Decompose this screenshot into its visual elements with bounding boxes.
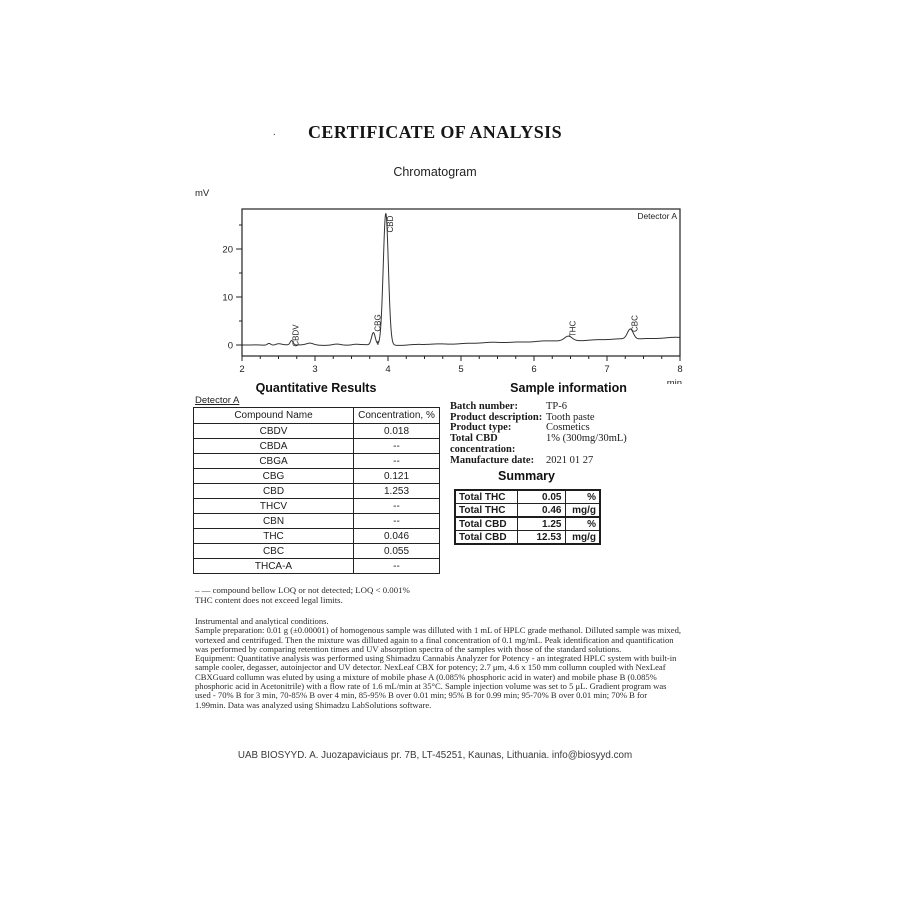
chromatogram-heading: Chromatogram [393,165,477,179]
conditions-line: sample cooler, degasser, autoinjector and UV detector. NexLeaf CBX for potency; 2.7 μm, 4.6 x 150 mm collumn coupled with NexLeaf [195,662,666,673]
sample-info-label: Manufacture date: [450,454,535,466]
conditions-line: was performed by comparing retention times and UV absorption spectra of the samples with those of the standard solutions. [195,643,622,654]
conditions-heading: Instrumental and analytical conditions. [195,616,329,626]
concentration-cell: -- [354,559,440,574]
conditions-line: phosphoric acid in Acetonitrile) with a flow rate of 1.6 mL/min at 35°C. Sample injection volume was set to 5 μL. Gradient program was [195,681,667,692]
summary-unit-cell: % [565,490,600,504]
sample-info-value: TP-6 [546,401,567,412]
document-title: CERTIFICATE OF ANALYSIS [308,122,562,142]
concentration-cell: -- [354,514,440,529]
concentration-cell: 1.253 [354,484,440,499]
compound-name-cell: THCV [194,499,354,514]
table-row [194,484,440,499]
table-row [194,424,440,439]
sample-info-label: Total CBD concentration: [450,433,516,455]
concentration-cell: -- [354,439,440,454]
summary-unit-cell: mg/g [565,531,600,545]
concentration-cell: 0.018 [354,424,440,439]
compound-name-cell: CBD [194,484,354,499]
sample-info-value: 2021 01 27 [546,454,594,466]
x-tick-label: 8 [677,364,683,375]
conditions-line: vortexed and centrifuged. Then the mixture was dilluted again to a final concentration of 0.1 mg/mL. Peak identification and quantification [195,634,674,645]
compound-name-cell: THCA-A [194,559,354,574]
x-tick-label: 5 [458,364,464,375]
detector-label: Detector A [195,395,240,406]
summary-label-cell: Total CBD [455,531,517,545]
summary-value-cell: 0.05 [517,490,565,504]
sample-information-title: Sample information [510,381,627,395]
summary-table [454,489,601,545]
conditions-line: Equipment: Quantitative analysis was performed using Shimadzu Cannabis Analyzer for Potency - an integrated HPLC system with built-in [195,653,677,664]
chromatogram-chart [190,184,695,384]
summary-unit-cell: % [565,517,600,531]
x-tick-label: 7 [604,364,610,375]
stray-dot: . [273,126,276,138]
summary-title: Summary [498,469,555,483]
x-tick-label: 4 [385,364,391,375]
thc-note: THC content does not exceed legal limits. [195,595,343,605]
compound-name-cell: THC [194,529,354,544]
sample-info-row [450,434,700,455]
quantitative-results-title: Quantitative Results [255,381,377,395]
summary-value-cell: 0.46 [517,504,565,518]
table-notes [195,585,410,605]
compound-name-cell: CBDV [194,424,354,439]
compound-name-cell: CBG [194,469,354,484]
sample-info-label: Product type: [450,422,512,434]
summary-label-cell: Total THC [455,504,517,518]
y-axis-unit: mV [195,188,210,199]
summary-unit-cell: mg/g [565,504,600,518]
sample-info-value: Tooth paste [546,411,595,423]
loq-note: – — compound bellow LOQ or not detected; LOQ < 0.001% [195,585,410,595]
concentration-cell: -- [354,499,440,514]
y-tick-label: 0 [227,340,233,352]
concentration-cell: 0.055 [354,544,440,559]
table-row [194,544,440,559]
summary-label-cell: Total CBD [455,517,517,531]
compound-name-cell: CBDA [194,439,354,454]
compound-name-cell: CBGA [194,454,354,469]
compound-name-cell: CBC [194,544,354,559]
x-axis-unit: min [666,378,682,384]
x-tick-label: 6 [531,364,537,375]
quantitative-results-table [193,407,440,574]
peak-label: CBDV [291,324,301,347]
conditions-line: Sample preparation: 0.01 g (±0.00001) of homogenous sample was dilluted with 1 mL of HPLC grade methanol. Dilluted sample was mixed, [195,625,682,636]
detector-annotation: Detector A [637,211,677,221]
column-header-concentration: Concentration, % [354,408,440,424]
sample-info-label: Product description: [450,411,543,423]
table-row [194,499,440,514]
table-row [194,469,440,484]
concentration-cell: -- [354,454,440,469]
concentration-cell: 0.121 [354,469,440,484]
peak-label: CBG [373,314,383,332]
table-row [194,559,440,574]
summary-row [455,504,600,518]
table-row [194,439,440,454]
x-tick-label: 2 [239,364,245,375]
plot-border [242,209,680,356]
sample-info-value: 1% (300mg/30mL) [546,433,627,445]
summary-value-cell: 1.25 [517,517,565,531]
column-header-compound: Compound Name [194,408,354,424]
sample-info-row [450,456,700,467]
summary-label-cell: Total THC [455,490,517,504]
analytical-conditions [195,617,695,710]
peak-label: CBC [630,315,640,332]
peak-label: THC [568,320,578,338]
peak-label: CBD [385,215,395,233]
sample-info-value: Cosmetics [546,422,590,434]
concentration-cell: 0.046 [354,529,440,544]
y-tick-label: 20 [222,244,233,256]
conditions-line: 1.99min. Data was analyzed using Shimadzu LabSolutions software. [195,699,432,710]
summary-row [455,531,600,545]
table-row [194,529,440,544]
sample-info-label: Batch number: [450,401,518,412]
y-tick-label: 10 [222,292,233,304]
conditions-line: used - 70% B for 3 min, 70-85% B over 4 min, 85-95% B over 0.01 min; 95% B for 0.99 min; 95-70% B over 0.01 min; 70% B for [195,690,648,701]
x-tick-label: 3 [312,364,318,375]
table-row [194,514,440,529]
summary-row [455,517,600,531]
sample-information-fields [450,402,700,466]
table-header-row [194,408,440,424]
chromatogram-trace [242,214,680,346]
summary-row [455,490,600,504]
summary-value-cell: 12.53 [517,531,565,545]
conditions-line: CBXGuard collumn was eluted by using a mixture of mobile phase A (0.085% phosphoric acid in water) and mobile phase B (0.085% [195,671,657,682]
company-footer: UAB BIOSYYD. A. Juozapaviciaus pr. 7B, LT-45251, Kaunas, Lithuania. info@biosyyd.com [237,750,633,761]
table-row [194,454,440,469]
compound-name-cell: CBN [194,514,354,529]
